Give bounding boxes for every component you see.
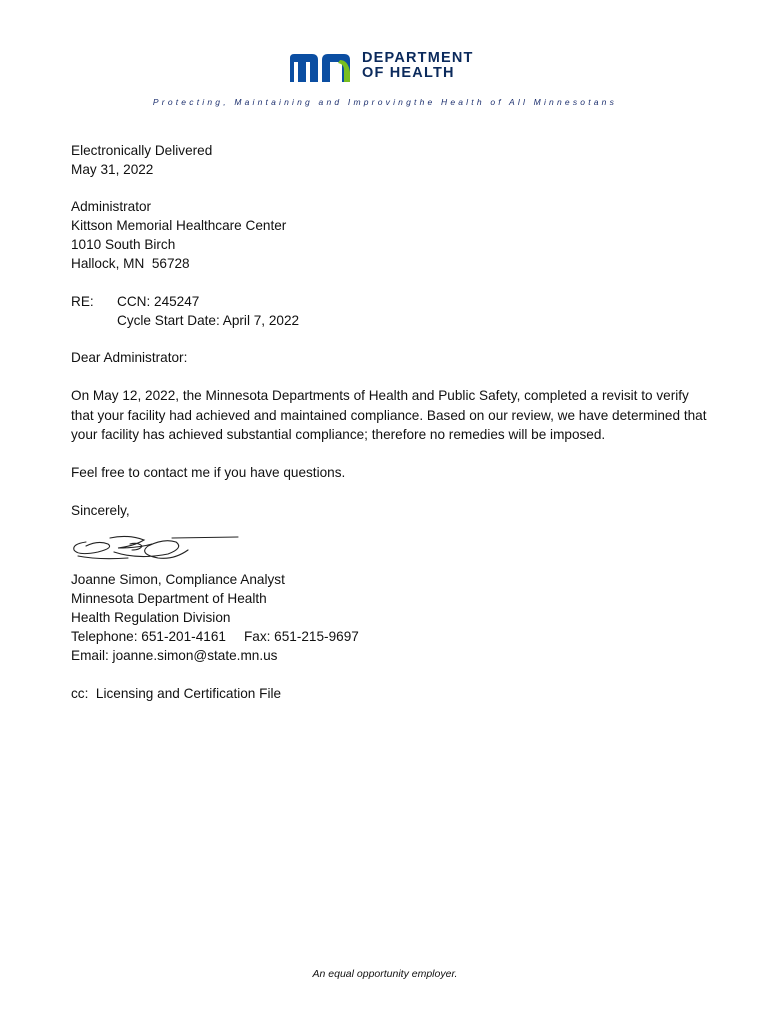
re-cycle-date: Cycle Start Date: April 7, 2022 bbox=[117, 313, 300, 328]
sender-department: Minnesota Department of Health bbox=[71, 591, 267, 606]
logo-line-2: OF HEALTH bbox=[362, 65, 455, 81]
sender-fax: Fax: 651-215-9697 bbox=[243, 629, 359, 644]
sender-phone-fax bbox=[71, 627, 359, 646]
handwritten-signature bbox=[68, 530, 243, 566]
recipient-city: Hallock, MN 56728 bbox=[71, 256, 190, 271]
recipient-title: Administrator bbox=[71, 199, 152, 214]
sender-block bbox=[71, 570, 359, 665]
sender-name: Joanne Simon, Compliance Analyst bbox=[71, 572, 285, 587]
mn-logo-mark-icon bbox=[288, 50, 354, 84]
closing: Sincerely, bbox=[71, 503, 130, 518]
recipient-facility: Kittson Memorial Healthcare Center bbox=[71, 218, 287, 233]
sender-division: Health Regulation Division bbox=[71, 610, 231, 625]
recipient-address bbox=[71, 197, 286, 273]
sender-email: Email: joanne.simon@state.mn.us bbox=[71, 648, 278, 663]
mdh-logo bbox=[288, 50, 488, 90]
recipient-street: 1010 South Birch bbox=[71, 237, 176, 252]
footer-eeo: An equal opportunity employer. bbox=[312, 968, 458, 980]
logo-wordmark bbox=[362, 51, 474, 81]
contact-paragraph: Feel free to contact me if you have questions. bbox=[71, 465, 346, 480]
delivery-method: Electronically Delivered bbox=[71, 143, 213, 158]
logo-line-1: DEPARTMENT bbox=[362, 50, 474, 66]
tagline: Protecting, Maintaining and Improvingthe Health of All Minnesotans bbox=[152, 97, 618, 107]
re-ccn: CCN: 245247 bbox=[117, 294, 200, 309]
re-details bbox=[117, 292, 299, 330]
re-label: RE: bbox=[71, 294, 94, 309]
salutation: Dear Administrator: bbox=[71, 350, 188, 365]
delivery-block bbox=[71, 141, 212, 179]
letter-date: May 31, 2022 bbox=[71, 162, 154, 177]
cc-line: cc: Licensing and Certification File bbox=[71, 686, 282, 701]
body-paragraph: On May 12, 2022, the Minnesota Departments of Health and Public Safety, completed a revisit to verify that your facility had achieved and maintained compliance. Based on our review, we have determined that your facility has achieved substantial compliance; therefore no remedies will be imposed. bbox=[71, 388, 707, 442]
sender-telephone: Telephone: 651-201-4161 bbox=[71, 629, 226, 644]
